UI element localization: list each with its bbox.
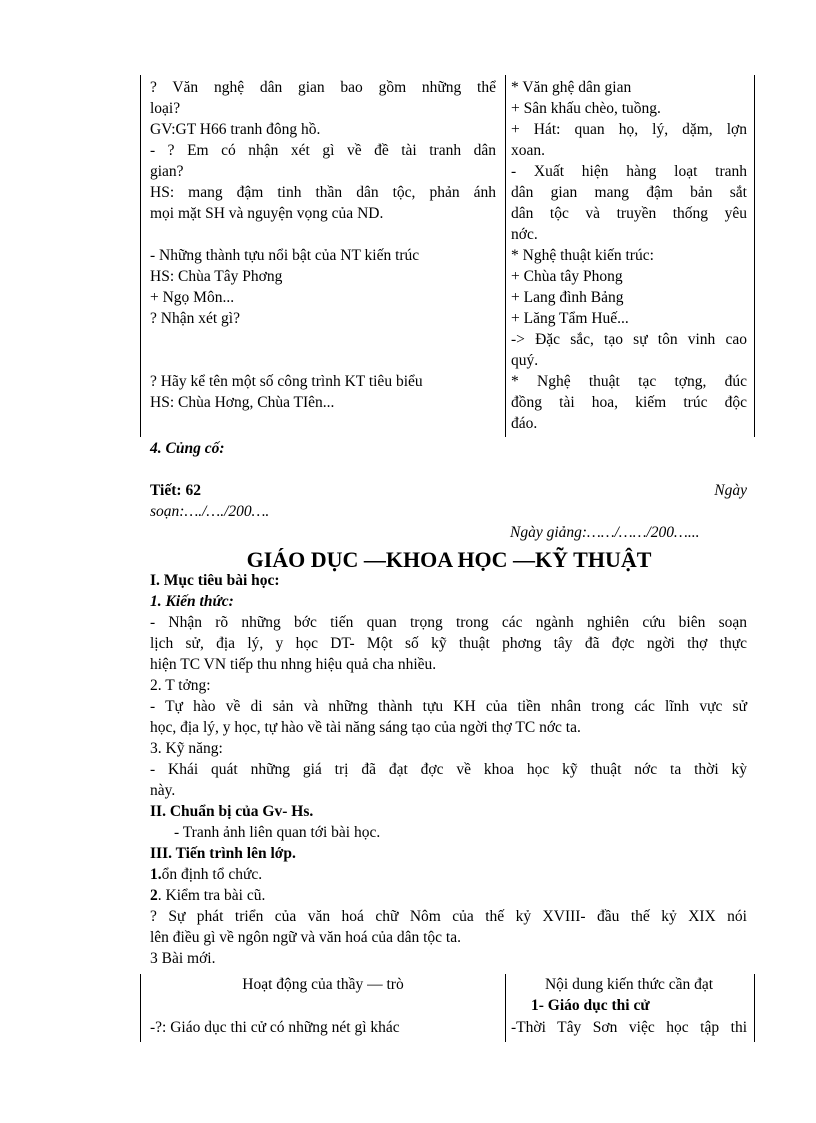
bottom-table-row-right: -Thời Tây Sơn việc học tập thi — [511, 1019, 747, 1036]
left-line: ? Văn nghệ dân gian bao gồm những thể — [150, 79, 496, 96]
section-heading-procedure: III. Tiến trình lên lớp. — [150, 845, 296, 862]
right-line: dân gian mang đậm bản sắt — [511, 184, 747, 201]
body-line: này. — [150, 782, 176, 799]
left-line — [150, 350, 496, 371]
left-line: + Ngọ Môn... — [150, 289, 235, 306]
bottom-table-right-subheading: 1- Giáo dục thi cử — [531, 997, 650, 1014]
left-line: gian? — [150, 163, 184, 180]
section-heading-preparation: II. Chuẩn bị của Gv- Hs. — [150, 803, 314, 820]
top-table-right-column — [511, 77, 747, 434]
bottom-table-right-border — [754, 974, 755, 1042]
bottom-table-row-left: -?: Giáo dục thi cử có những nét gì khác — [150, 1019, 400, 1036]
teaching-date: Ngày giảng:……/……/200…... — [510, 524, 700, 541]
top-table-left-column — [150, 77, 496, 413]
right-line: + Lăng Tẩm Huế... — [511, 310, 629, 327]
body-line: - Nhận rõ những bớc tiến quan trọng trong các ngành nghiên cứu biên soạn — [150, 614, 747, 631]
lesson-number: Tiết: 62 — [150, 482, 201, 499]
right-line: quý. — [511, 352, 539, 369]
left-line: - Những thành tựu nổi bật của NT kiến trúc — [150, 247, 420, 264]
left-line — [150, 224, 496, 245]
left-line: - ? Em có nhận xét gì về đề tài tranh dân — [150, 142, 496, 159]
left-line: mọi mặt SH và nguyện vọng của ND. — [150, 205, 384, 222]
step-1 — [150, 864, 747, 885]
table-right-border — [754, 75, 755, 437]
section-heading-objectives: I. Mục tiêu bài học: — [150, 572, 280, 589]
left-line: GV:GT H66 tranh đông hồ. — [150, 121, 321, 138]
lesson-body — [150, 570, 747, 969]
right-line: * Văn ghệ dân gian — [511, 79, 632, 96]
body-line: lên điều gì về ngôn ngữ và văn hoá của dân tộc ta. — [150, 929, 461, 946]
body-line: - Tự hào về di sản và những thành tựu KH của tiền nhân trong các lĩnh vực sử — [150, 698, 747, 715]
right-line: đáo. — [511, 415, 538, 432]
body-line: học, địa lý, y học, tự hào về tài năng sáng tạo của ngời thợ TC nớc ta. — [150, 719, 581, 736]
right-line: dân tộc và truyền thống yêu — [511, 205, 747, 222]
date-label: Ngày — [714, 482, 747, 499]
right-line: xoan. — [511, 142, 546, 159]
body-line: hiện TC VN tiếp thu nhng hiệu quả cha nhiều. — [150, 656, 437, 673]
right-line: nớc. — [511, 226, 538, 243]
left-line: HS: Chùa Tây Phơng — [150, 268, 283, 285]
step-1-number: 1. — [150, 866, 162, 883]
right-line: + Hát: quan họ, lý, dặm, lợn — [511, 121, 747, 138]
step-3: 3 Bài mới. — [150, 950, 216, 967]
left-line: ? Hãy kể tên một số công trình KT tiêu biểu — [150, 373, 423, 390]
right-line: * Nghệ thuật tạc tợng, đúc — [511, 373, 747, 390]
right-line: -> Đặc sắc, tạo sự tôn vinh cao — [511, 331, 747, 348]
step-1-text: ổn định tổ chức. — [161, 866, 263, 883]
body-line: - Tranh ảnh liên quan tới bài học. — [174, 824, 381, 841]
bottom-table-head-right: Nội dung kiến thức cần đạt — [544, 976, 714, 993]
cung-co-heading: 4. Củng cố: — [150, 440, 225, 457]
left-line: ? Nhận xét gì? — [150, 310, 240, 327]
step-2 — [150, 885, 747, 906]
subheading-skills: 3. Kỹ năng: — [150, 740, 223, 757]
subheading-knowledge: 1. Kiến thức: — [150, 593, 234, 610]
bottom-table-left-border — [140, 974, 141, 1042]
left-line: loại? — [150, 100, 181, 117]
prepared-date: soạn:…./…./200…. — [150, 503, 270, 520]
lesson-title: GIÁO DỤC —KHOA HỌC —KỸ THUẬT — [246, 547, 652, 572]
right-line: + Chùa tây Phong — [511, 268, 623, 285]
left-line: HS: mang đậm tinh thần dân tộc, phản ánh — [150, 184, 496, 201]
bottom-table-column-divider — [505, 974, 506, 1042]
table-left-border — [140, 75, 141, 437]
bottom-table-head-left: Hoạt động của thầy — trò — [242, 976, 404, 993]
right-line: - Xuất hiện hàng loạt tranh — [511, 163, 747, 180]
right-line: đồng tài hoa, kiếm trúc độc — [511, 394, 747, 411]
body-line: - Khái quát những giá trị đã đạt đợc về khoa học kỹ thuật nớc ta thời kỳ — [150, 761, 747, 778]
table-column-divider — [505, 75, 506, 437]
subheading-thought: 2. T tởng: — [150, 677, 211, 694]
step-2-number: 2 — [150, 887, 158, 904]
left-line: HS: Chùa Hơng, Chùa TIên... — [150, 394, 335, 411]
step-2-text: . Kiểm tra bài cũ. — [157, 887, 266, 904]
left-line — [150, 329, 496, 350]
body-line: ? Sự phát triển của văn hoá chữ Nôm của thế kỷ XVIII- đầu thế kỷ XIX nói — [150, 908, 747, 925]
right-line: + Lang đình Bảng — [511, 289, 624, 306]
right-line: + Sân khấu chèo, tuồng. — [511, 100, 661, 117]
body-line: lịch sử, địa lý, y học DT- Một số kỹ thuật phơng tây đã đợc ngời thợ thực — [150, 635, 747, 652]
right-line: * Nghệ thuật kiến trúc: — [511, 247, 654, 264]
